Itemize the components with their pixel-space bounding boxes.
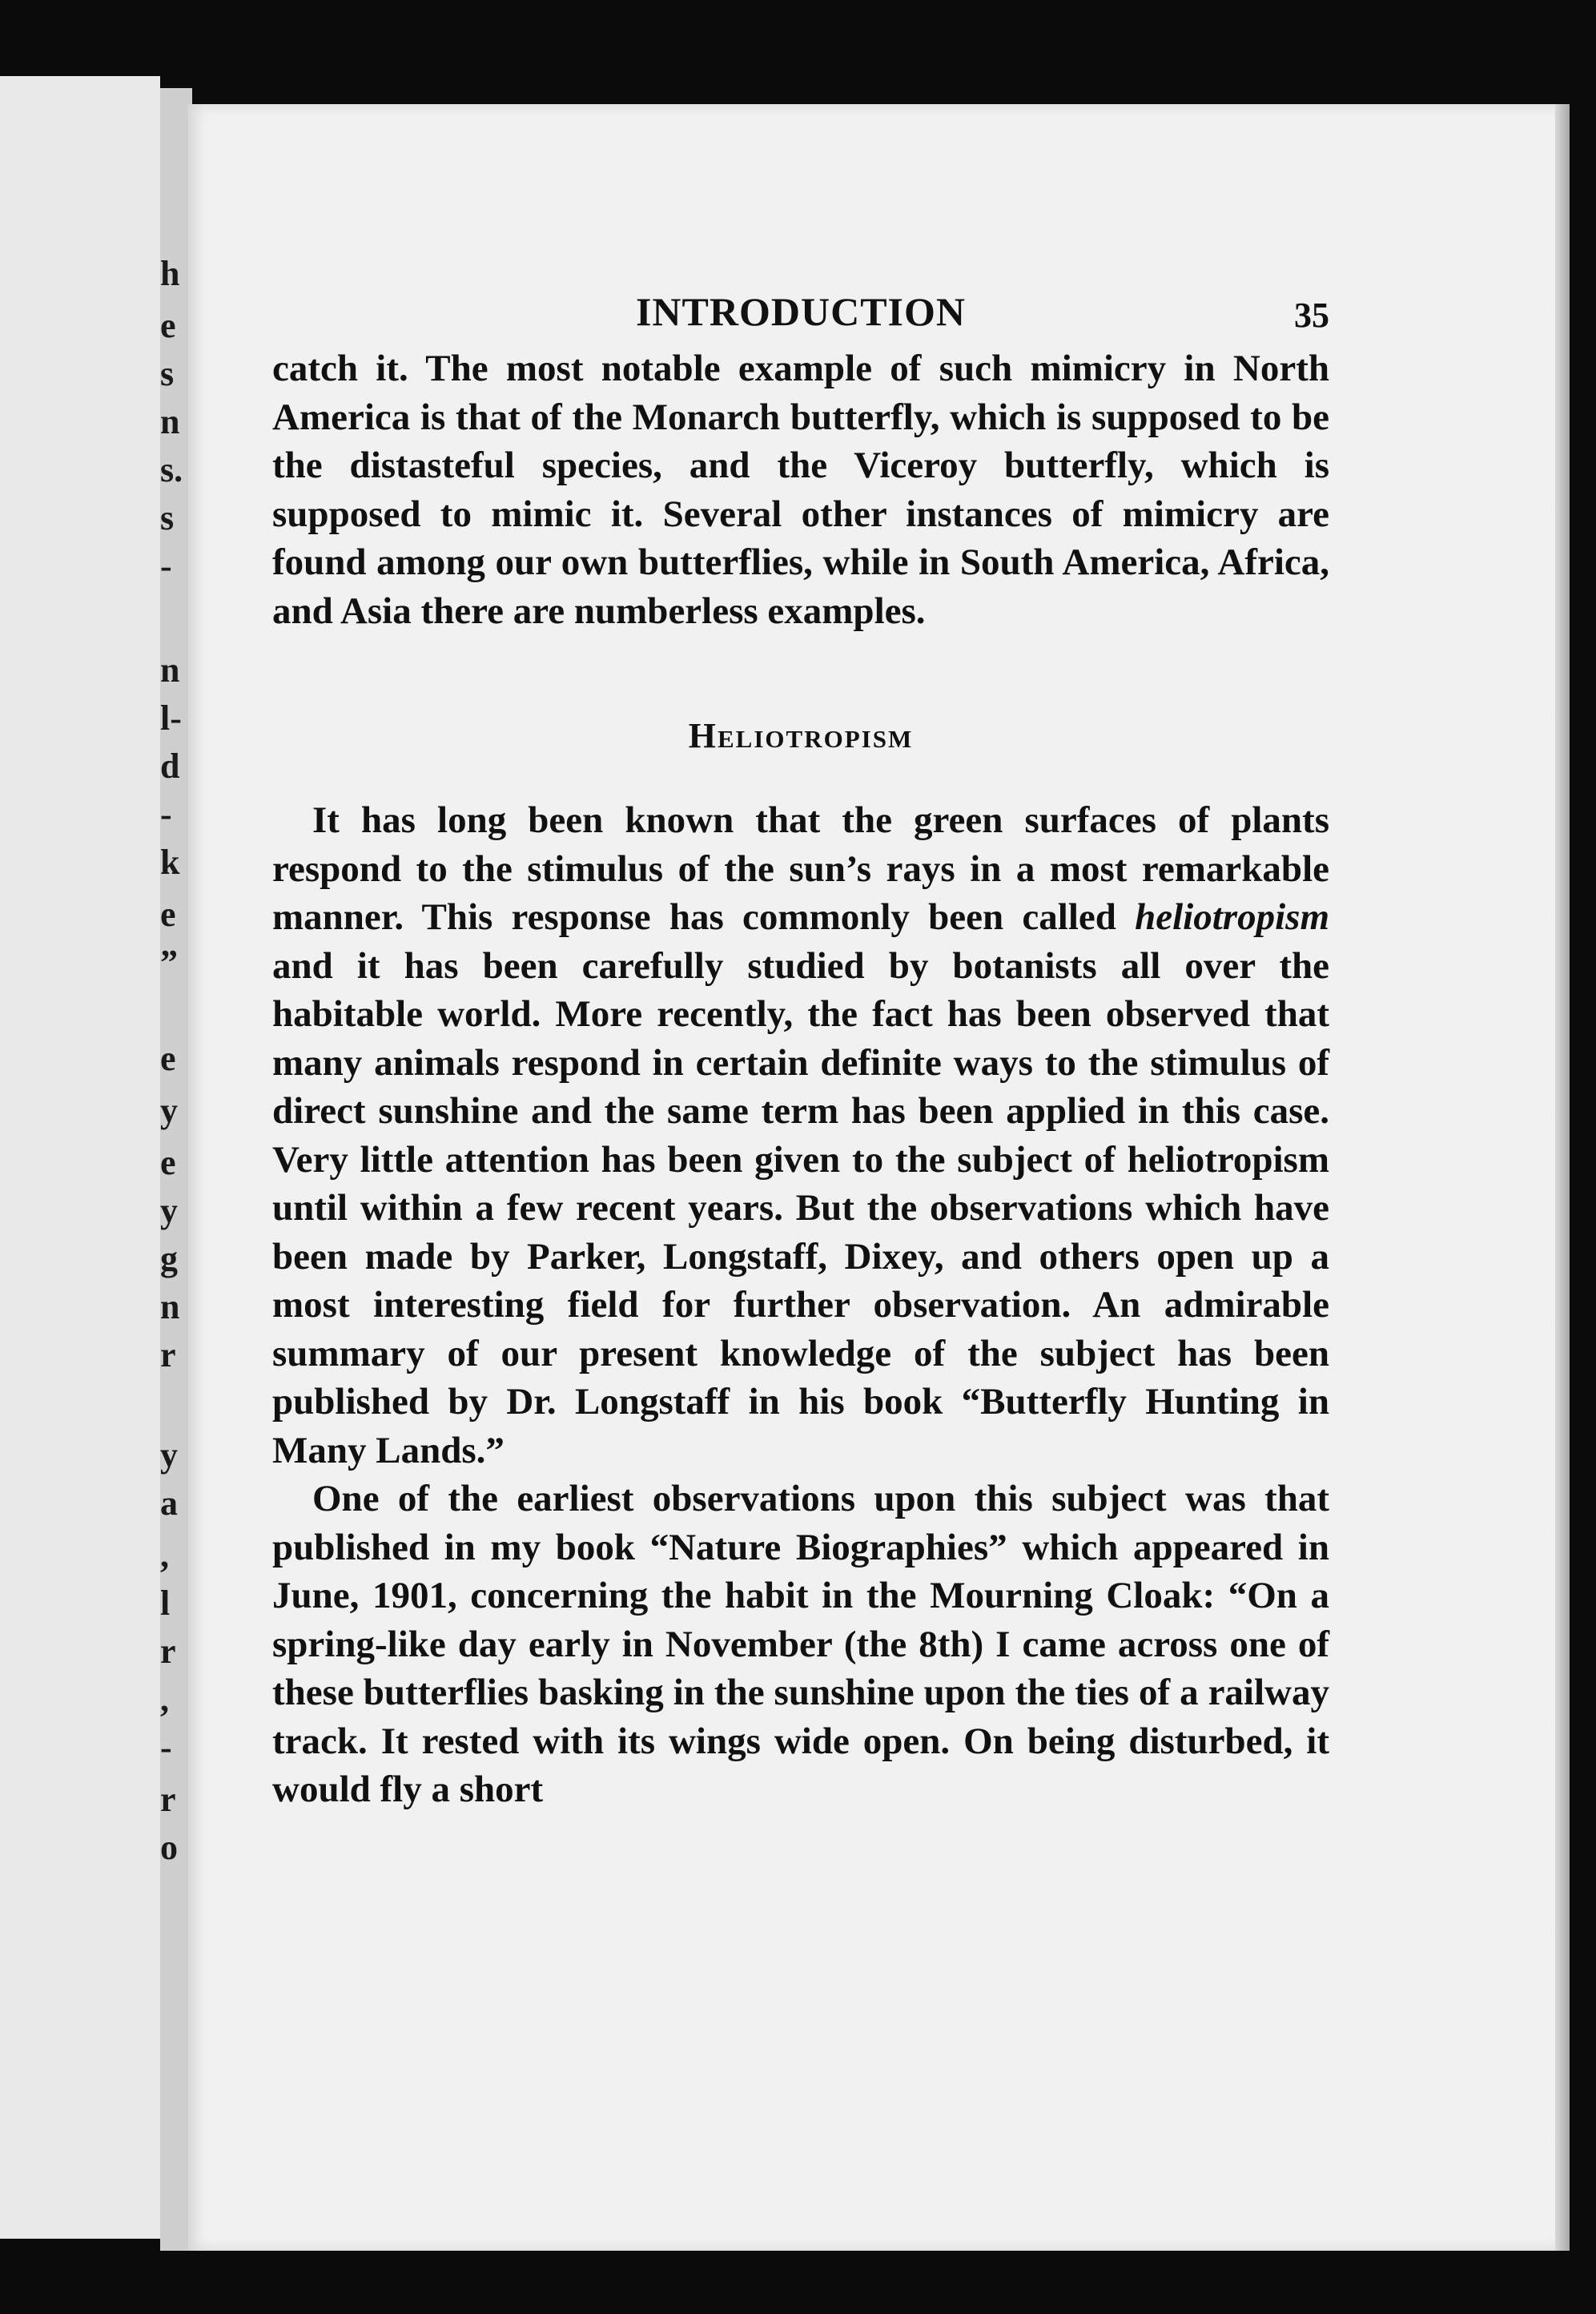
facing-page-letter: , — [160, 1535, 169, 1575]
page-number: 35 — [1294, 296, 1329, 335]
paragraph-observations: One of the earliest observations upon this subject was that published in my book “Nature Biographies” which appeared in June, 1901, concerning the habit in the Mourning Cloak: “On a spring-like day early in November (the 8th) I came across one of these butterflies basking in the sunshine upon the ties of a railway track. It rested with its wings wide open. On being disturbed, it would fly a short — [272, 1478, 1329, 1810]
facing-page-letter: y — [160, 1091, 178, 1130]
facing-page-letter: - — [160, 546, 172, 586]
facing-page-letter: y — [160, 1191, 178, 1230]
page-edge — [1555, 104, 1570, 2251]
facing-page-letter: r — [160, 1632, 176, 1671]
text-block — [272, 288, 1329, 1814]
section-heading: Heliotropism — [688, 716, 914, 755]
facing-page — [0, 76, 160, 2239]
facing-page-letter: s — [160, 354, 175, 393]
facing-page-letter: r — [160, 1335, 176, 1374]
paragraph-mimicry: catch it. The most notable example of such mimicry in North America is that of the Monarch butterfly, which is supposed to be the distasteful species, and the Viceroy butterfly, which is supposed to mimic it. Several other instances of mimicry are found among our own butterflies, while in South America, Africa, and Asia there are numberless examples. — [272, 348, 1329, 632]
facing-page-letter: e — [160, 1039, 176, 1078]
facing-page-letter: s — [160, 498, 175, 537]
facing-page-letter: y — [160, 1435, 178, 1475]
facing-page-letter: ” — [160, 943, 178, 982]
facing-page-margin — [160, 88, 192, 2251]
facing-page-letter: l- — [160, 698, 182, 738]
facing-page-letter: e — [160, 1143, 176, 1182]
book-page — [188, 104, 1570, 2251]
facing-page-letter: e — [160, 306, 176, 345]
facing-page-letter: n — [160, 402, 180, 441]
facing-page-letter: , — [160, 1680, 169, 1719]
facing-page-letter: a — [160, 1483, 178, 1523]
facing-page-letter: k — [160, 843, 180, 882]
facing-page-letter: g — [160, 1239, 178, 1278]
paragraph-heliotropism-part2: and it has been carefully studied by botanists all over the habitable world. More recently, the fact has been observed that many animals respond in certain definite ways to the stimulus of direct sunshine and the same term has been applied in this case. Very little attention has been given to the subject of heliotropism until within a few recent years. But the observations which have been made by Parker, Longstaff, Dixey, and others open up a most interesting field for further observation. An admirable summary of our present knowledge of the subject has been published by Dr. Longstaff in his book “Butterfly Hunting in Many Lands.” — [272, 944, 1329, 1471]
facing-page-letter: r — [160, 1780, 176, 1819]
facing-page-letter: o — [160, 1828, 178, 1867]
facing-page-letter: n — [160, 1287, 180, 1326]
facing-page-letter: s. — [160, 450, 183, 489]
facing-page-letter: - — [160, 795, 172, 834]
paragraph-heliotropism — [272, 796, 1329, 1475]
facing-page-letters — [160, 88, 192, 2251]
running-head-title: INTRODUCTION — [635, 289, 967, 334]
facing-page-letter: h — [160, 254, 180, 293]
facing-page-letter: - — [160, 1728, 172, 1767]
heliotropism-term: heliotropism — [1135, 896, 1329, 938]
paragraph-heliotropism-part1: It has long been known that the green surfaces of plants respond to the stimulus of the sun’s rays in a most remarkable manner. This response has commonly been called — [272, 799, 1329, 938]
facing-page-letter: n — [160, 650, 180, 690]
running-head — [272, 288, 1329, 344]
facing-page-letter: d — [160, 747, 180, 786]
facing-page-letter: e — [160, 895, 176, 934]
facing-page-letter: l — [160, 1584, 171, 1623]
